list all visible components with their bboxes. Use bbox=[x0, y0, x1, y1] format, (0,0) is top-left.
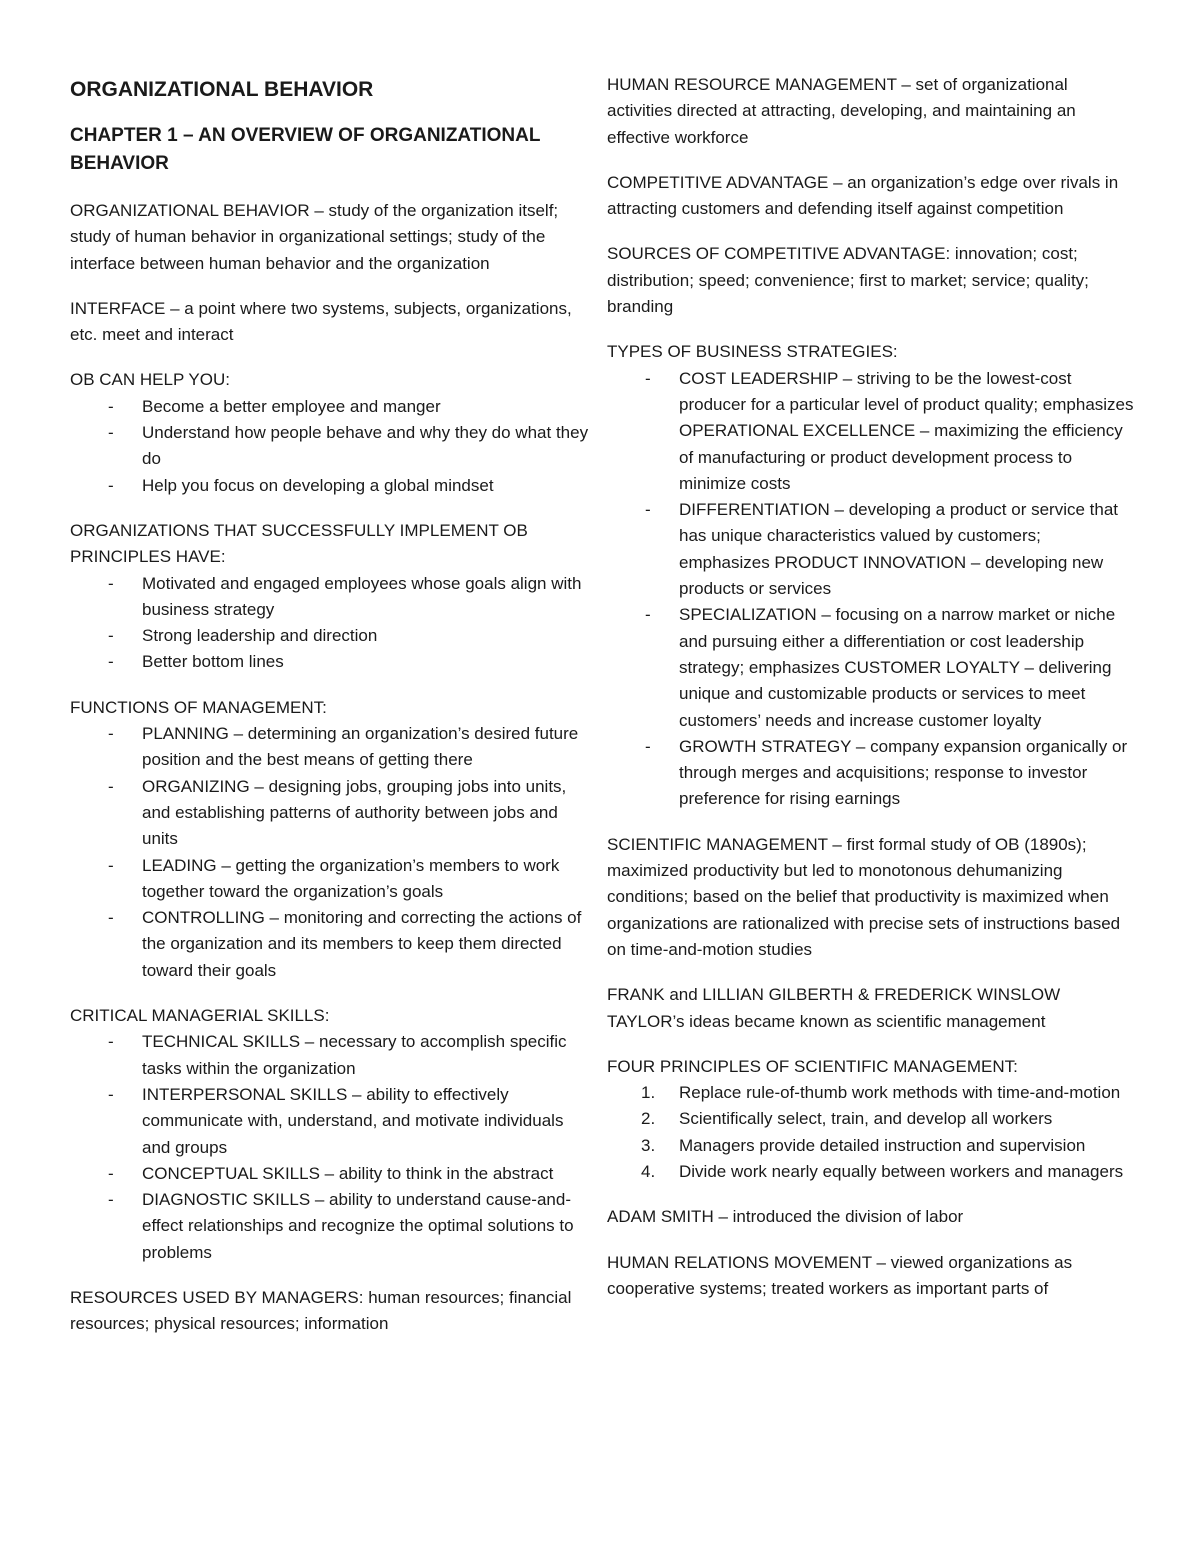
scientific-management-definition: SCIENTIFIC MANAGEMENT – first formal study of OB (1890s); maximized productivity but led to monotonous dehumanizing conditions; based on the belief that productivity is maximized when organizations are rationalized with precise sets of instructions based on time-and-motion studies bbox=[607, 834, 1121, 959]
strategies-list bbox=[607, 366, 1135, 813]
human-relations-paragraph: HUMAN RELATIONS MOVEMENT – viewed organizations as cooperative systems; treated workers as important parts of bbox=[607, 1252, 1073, 1298]
dash-bullet: - bbox=[645, 736, 651, 756]
functions-list bbox=[70, 721, 592, 984]
chapter-title: CHAPTER 1 – AN OVERVIEW OF ORGANIZATIONAL BEHAVIOR bbox=[70, 125, 541, 174]
list-item: - GROWTH STRATEGY – company expansion organically or through merges and acquisitions; response to investor preference for rising earnings bbox=[607, 734, 1135, 813]
list-item: - DIAGNOSTIC SKILLS – ability to understand cause-and-effect relationships and recognize the optimal solutions to problems bbox=[70, 1187, 592, 1266]
list-number: 2. bbox=[641, 1109, 656, 1129]
list-item: 4. Divide work nearly equally between workers and managers bbox=[607, 1159, 1135, 1185]
list-item: - CONTROLLING – monitoring and correcting the actions of the organization and its members to keep them directed toward their goals bbox=[70, 905, 592, 984]
list-item: - LEADING – getting the organization’s members to work together toward the organization’s goals bbox=[70, 853, 592, 906]
list-item: - SPECIALIZATION – focusing on a narrow market or niche and pursuing either a differentiation or cost leadership strategy; emphasizes CUSTOMER LOYALTY – delivering unique and customizable products or services to meet customers’ needs and increase customer loyalty bbox=[607, 602, 1135, 733]
list-item: - Motivated and engaged employees whose goals align with business strategy bbox=[70, 571, 592, 624]
skills-heading: CRITICAL MANAGERIAL SKILLS: bbox=[70, 1006, 330, 1026]
list-item: - Become a better employee and manger bbox=[70, 394, 592, 420]
list-item: - DIFFERENTIATION – developing a product or service that has unique characteristics valued by customers; emphasizes PRODUCT INNOVATION – developing new products or services bbox=[607, 497, 1135, 602]
skills-list bbox=[70, 1029, 592, 1266]
dash-bullet: - bbox=[108, 1163, 114, 1183]
list-item: - INTERPERSONAL SKILLS – ability to effectively communicate with, understand, and motivate individuals and groups bbox=[70, 1082, 592, 1161]
dash-bullet: - bbox=[108, 855, 114, 875]
dash-bullet: - bbox=[108, 724, 114, 744]
list-item: 1. Replace rule-of-thumb work methods with time-and-motion bbox=[607, 1080, 1135, 1106]
successful-orgs-heading: ORGANIZATIONS THAT SUCCESSFULLY IMPLEMENT OB PRINCIPLES HAVE: bbox=[70, 520, 528, 567]
dash-bullet: - bbox=[108, 626, 114, 646]
list-item: - Strong leadership and direction bbox=[70, 623, 592, 649]
left-column bbox=[70, 72, 592, 1357]
gilberth-paragraph: FRANK and LILLIAN GILBERTH & FREDERICK WINSLOW TAYLOR’s ideas became known as scientific management bbox=[607, 985, 1061, 1031]
list-number: 3. bbox=[641, 1135, 656, 1155]
ob-definition: ORGANIZATIONAL BEHAVIOR – study of the organization itself; study of human behavior in organizational settings; study of the interface between human behavior and the organization bbox=[70, 201, 559, 273]
principles-heading: FOUR PRINCIPLES OF SCIENTIFIC MANAGEMENT: bbox=[607, 1056, 1018, 1076]
dash-bullet: - bbox=[108, 396, 114, 416]
list-item: 2. Scientifically select, train, and develop all workers bbox=[607, 1106, 1135, 1132]
list-item: - COST LEADERSHIP – striving to be the lowest-cost producer for a particular level of product quality; emphasizes OPERATIONAL EXCELLENCE – maximizing the efficiency of manufacturing or product development process to minimize costs bbox=[607, 366, 1135, 497]
adam-smith-paragraph: ADAM SMITH – introduced the division of labor bbox=[607, 1207, 964, 1227]
dash-bullet: - bbox=[108, 1190, 114, 1210]
dash-bullet: - bbox=[108, 1032, 114, 1052]
list-number: 1. bbox=[641, 1083, 656, 1103]
right-column bbox=[607, 72, 1135, 1321]
competitive-advantage-definition: COMPETITIVE ADVANTAGE – an organization’s edge over rivals in attracting customers and defending itself against competition bbox=[607, 172, 1119, 219]
list-item: - Better bottom lines bbox=[70, 649, 592, 675]
principles-list bbox=[607, 1080, 1135, 1185]
dash-bullet: - bbox=[108, 652, 114, 672]
strategies-heading: TYPES OF BUSINESS STRATEGIES: bbox=[607, 342, 898, 362]
resources-paragraph: RESOURCES USED BY MANAGERS: human resources; financial resources; physical resources; information bbox=[70, 1287, 572, 1334]
list-item: - Understand how people behave and why they do what they do bbox=[70, 420, 592, 473]
interface-definition: INTERFACE – a point where two systems, subjects, organizations, etc. meet and interact bbox=[70, 298, 572, 345]
list-number: 4. bbox=[641, 1161, 656, 1181]
dash-bullet: - bbox=[645, 500, 651, 520]
list-item: - PLANNING – determining an organization’s desired future position and the best means of getting there bbox=[70, 721, 592, 774]
dash-bullet: - bbox=[645, 368, 651, 388]
ob-help-list bbox=[70, 394, 592, 499]
dash-bullet: - bbox=[108, 1084, 114, 1104]
sources-paragraph: SOURCES OF COMPETITIVE ADVANTAGE: innovation; cost; distribution; speed; convenience; first to market; service; quality; branding bbox=[607, 244, 1089, 317]
dash-bullet: - bbox=[645, 605, 651, 625]
hrm-definition: HUMAN RESOURCE MANAGEMENT – set of organizational activities directed at attracting, developing, and maintaining an effective workforce bbox=[607, 75, 1076, 147]
list-item: - TECHNICAL SKILLS – necessary to accomplish specific tasks within the organization bbox=[70, 1029, 592, 1082]
functions-heading: FUNCTIONS OF MANAGEMENT: bbox=[70, 697, 327, 717]
successful-orgs-list bbox=[70, 571, 592, 676]
dash-bullet: - bbox=[108, 573, 114, 593]
dash-bullet: - bbox=[108, 423, 114, 443]
list-item: - CONCEPTUAL SKILLS – ability to think in the abstract bbox=[70, 1161, 592, 1187]
dash-bullet: - bbox=[108, 776, 114, 796]
ob-help-heading: OB CAN HELP YOU: bbox=[70, 370, 230, 390]
list-item: - ORGANIZING – designing jobs, grouping jobs into units, and establishing patterns of authority between jobs and units bbox=[70, 774, 592, 853]
dash-bullet: - bbox=[108, 475, 114, 495]
document-title: ORGANIZATIONAL BEHAVIOR bbox=[70, 78, 374, 101]
list-item: - Help you focus on developing a global mindset bbox=[70, 473, 592, 499]
list-item: 3. Managers provide detailed instruction and supervision bbox=[607, 1133, 1135, 1159]
dash-bullet: - bbox=[108, 908, 114, 928]
